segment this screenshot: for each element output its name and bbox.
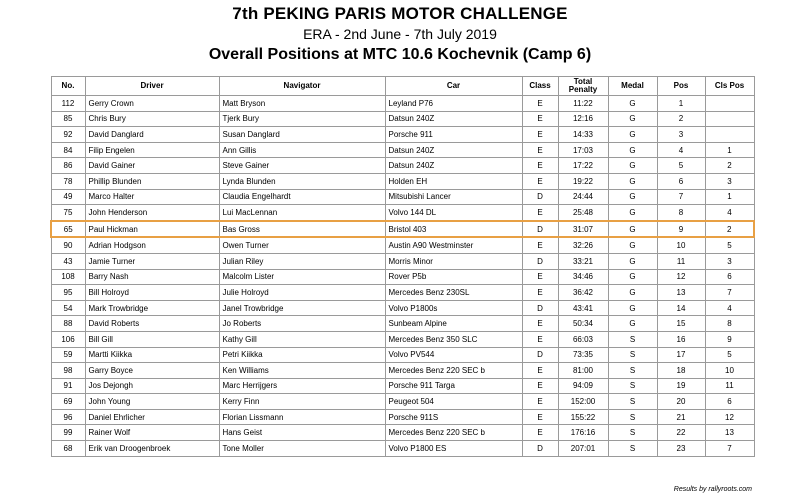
cell-total-penalty: 17:22 (558, 158, 608, 174)
cell-cls-pos: 2 (705, 158, 754, 174)
cell-cls-pos: 13 (705, 425, 754, 441)
cell-class: E (522, 127, 558, 143)
cell-no: 69 (51, 394, 85, 410)
table-row (51, 285, 754, 301)
cell-driver: Chris Bury (85, 111, 219, 127)
cell-medal: S (608, 347, 657, 363)
table-row (51, 237, 754, 253)
cell-cls-pos: 5 (705, 347, 754, 363)
cell-navigator: Marc Herrijgers (219, 378, 385, 394)
cell-cls-pos: 7 (705, 285, 754, 301)
cell-pos: 7 (657, 189, 705, 205)
cell-navigator: Bas Gross (219, 221, 385, 238)
cell-pos: 14 (657, 300, 705, 316)
cell-medal: S (608, 378, 657, 394)
cell-pos: 9 (657, 221, 705, 238)
cell-cls-pos: 6 (705, 269, 754, 285)
cell-class: E (522, 425, 558, 441)
cell-medal: G (608, 316, 657, 332)
cell-medal: S (608, 331, 657, 347)
cell-cls-pos: 9 (705, 331, 754, 347)
cell-total-penalty: 81:00 (558, 363, 608, 379)
cell-cls-pos: 10 (705, 363, 754, 379)
cell-cls-pos: 3 (705, 253, 754, 269)
cell-driver: Daniel Ehrlicher (85, 409, 219, 425)
cell-pos: 20 (657, 394, 705, 410)
column-header-pos: Pos (657, 77, 705, 96)
cell-cls-pos: 4 (705, 300, 754, 316)
cell-medal: G (608, 285, 657, 301)
cell-class: E (522, 158, 558, 174)
cell-navigator: Kerry Finn (219, 394, 385, 410)
cell-pos: 13 (657, 285, 705, 301)
cell-no: 75 (51, 205, 85, 221)
cell-navigator: Lui MacLennan (219, 205, 385, 221)
cell-car: Mercedes Benz 220 SEC b (385, 363, 522, 379)
column-header-class: Class (522, 77, 558, 96)
cell-navigator: Matt Bryson (219, 96, 385, 112)
cell-car: Datsun 240Z (385, 142, 522, 158)
cell-pos: 11 (657, 253, 705, 269)
cell-medal: G (608, 237, 657, 253)
cell-navigator: Julian Riley (219, 253, 385, 269)
cell-no: 91 (51, 378, 85, 394)
cell-driver: Marco Halter (85, 189, 219, 205)
cell-total-penalty: 155:22 (558, 409, 608, 425)
cell-pos: 5 (657, 158, 705, 174)
cell-class: D (522, 441, 558, 457)
table-row (51, 363, 754, 379)
table-row (51, 316, 754, 332)
cell-total-penalty: 207:01 (558, 441, 608, 457)
cell-total-penalty: 33:21 (558, 253, 608, 269)
cell-car: Morris Minor (385, 253, 522, 269)
column-header-total-penalty: Total Penalty (558, 77, 608, 96)
cell-pos: 22 (657, 425, 705, 441)
cell-pos: 6 (657, 173, 705, 189)
cell-class: E (522, 394, 558, 410)
document-subtitle: ERA - 2nd June - 7th July 2019 (303, 26, 497, 42)
cell-total-penalty: 14:33 (558, 127, 608, 143)
cell-navigator: Claudia Engelhardt (219, 189, 385, 205)
cell-no: 43 (51, 253, 85, 269)
table-row (51, 269, 754, 285)
cell-driver: David Roberts (85, 316, 219, 332)
cell-cls-pos: 8 (705, 316, 754, 332)
cell-navigator: Julie Holroyd (219, 285, 385, 301)
cell-no: 92 (51, 127, 85, 143)
cell-total-penalty: 11:22 (558, 96, 608, 112)
cell-medal: S (608, 409, 657, 425)
cell-no: 98 (51, 363, 85, 379)
cell-cls-pos: 6 (705, 394, 754, 410)
cell-medal: G (608, 221, 657, 238)
cell-driver: Rainer Wolf (85, 425, 219, 441)
cell-pos: 12 (657, 269, 705, 285)
cell-car: Mercedes Benz 220 SEC b (385, 425, 522, 441)
cell-total-penalty: 25:48 (558, 205, 608, 221)
cell-class: E (522, 378, 558, 394)
cell-driver: Phillip Blunden (85, 173, 219, 189)
cell-class: E (522, 205, 558, 221)
results-table (50, 76, 755, 457)
cell-class: E (522, 363, 558, 379)
cell-no: 68 (51, 441, 85, 457)
cell-no: 90 (51, 237, 85, 253)
cell-class: E (522, 409, 558, 425)
cell-total-penalty: 36:42 (558, 285, 608, 301)
cell-car: Porsche 911 (385, 127, 522, 143)
cell-pos: 10 (657, 237, 705, 253)
cell-navigator: Malcolm Lister (219, 269, 385, 285)
cell-cls-pos: 4 (705, 205, 754, 221)
cell-cls-pos: 3 (705, 173, 754, 189)
cell-class: E (522, 142, 558, 158)
cell-total-penalty: 24:44 (558, 189, 608, 205)
table-row (51, 378, 754, 394)
cell-driver: Gerry Crown (85, 96, 219, 112)
cell-cls-pos: 1 (705, 142, 754, 158)
cell-pos: 16 (657, 331, 705, 347)
column-header-cls-pos: Cls Pos (705, 77, 754, 96)
table-row (51, 189, 754, 205)
cell-car: Datsun 240Z (385, 111, 522, 127)
cell-total-penalty: 31:07 (558, 221, 608, 238)
cell-driver: Bill Holroyd (85, 285, 219, 301)
cell-medal: S (608, 394, 657, 410)
results-heading: Overall Positions at MTC 10.6 Kochevnik (Camp 6) (208, 46, 592, 63)
cell-total-penalty: 34:46 (558, 269, 608, 285)
cell-cls-pos: 11 (705, 378, 754, 394)
cell-no: 78 (51, 173, 85, 189)
table-row (51, 96, 754, 112)
cell-medal: G (608, 111, 657, 127)
cell-medal: G (608, 158, 657, 174)
column-header-driver: Driver (85, 77, 219, 96)
cell-total-penalty: 19:22 (558, 173, 608, 189)
cell-medal: G (608, 173, 657, 189)
cell-pos: 4 (657, 142, 705, 158)
cell-no: 108 (51, 269, 85, 285)
cell-no: 59 (51, 347, 85, 363)
cell-driver: Mark Trowbridge (85, 300, 219, 316)
cell-no: 86 (51, 158, 85, 174)
cell-driver: Barry Nash (85, 269, 219, 285)
cell-cls-pos (705, 96, 754, 112)
document-title: 7th PEKING PARIS MOTOR CHALLENGE (232, 4, 568, 23)
cell-pos: 23 (657, 441, 705, 457)
cell-car: Rover P5b (385, 269, 522, 285)
cell-driver: Jamie Turner (85, 253, 219, 269)
cell-class: E (522, 96, 558, 112)
cell-no: 96 (51, 409, 85, 425)
table-row (51, 425, 754, 441)
cell-car: Volvo P1800 ES (385, 441, 522, 457)
cell-navigator: Steve Gainer (219, 158, 385, 174)
cell-pos: 3 (657, 127, 705, 143)
footer-credit: Results by rallyroots.com (673, 486, 752, 493)
cell-class: D (522, 253, 558, 269)
cell-total-penalty: 152:00 (558, 394, 608, 410)
cell-car: Bristol 403 (385, 221, 522, 238)
cell-pos: 1 (657, 96, 705, 112)
cell-no: 88 (51, 316, 85, 332)
cell-total-penalty: 176:16 (558, 425, 608, 441)
table-row (51, 142, 754, 158)
table-row (51, 300, 754, 316)
cell-car: Leyland P76 (385, 96, 522, 112)
cell-navigator: Owen Turner (219, 237, 385, 253)
cell-driver: Erik van Droogenbroek (85, 441, 219, 457)
column-header-medal: Medal (608, 77, 657, 96)
cell-cls-pos: 2 (705, 221, 754, 238)
cell-medal: G (608, 269, 657, 285)
cell-class: E (522, 316, 558, 332)
cell-cls-pos (705, 127, 754, 143)
cell-pos: 15 (657, 316, 705, 332)
cell-class: D (522, 347, 558, 363)
cell-car: Sunbeam Alpine (385, 316, 522, 332)
cell-car: Austin A90 Westminster (385, 237, 522, 253)
cell-no: 49 (51, 189, 85, 205)
cell-pos: 21 (657, 409, 705, 425)
cell-medal: G (608, 127, 657, 143)
cell-navigator: Ken Williams (219, 363, 385, 379)
cell-car: Porsche 911S (385, 409, 522, 425)
table-row (51, 441, 754, 457)
cell-total-penalty: 73:35 (558, 347, 608, 363)
cell-medal: S (608, 441, 657, 457)
cell-navigator: Jo Roberts (219, 316, 385, 332)
cell-driver: John Young (85, 394, 219, 410)
cell-no: 65 (51, 221, 85, 238)
cell-cls-pos: 12 (705, 409, 754, 425)
column-header-car: Car (385, 77, 522, 96)
cell-driver: David Danglard (85, 127, 219, 143)
cell-car: Holden EH (385, 173, 522, 189)
cell-car: Porsche 911 Targa (385, 378, 522, 394)
cell-car: Datsun 240Z (385, 158, 522, 174)
cell-total-penalty: 12:16 (558, 111, 608, 127)
cell-no: 85 (51, 111, 85, 127)
cell-driver: Bill Gill (85, 331, 219, 347)
table-row (51, 127, 754, 143)
cell-pos: 8 (657, 205, 705, 221)
cell-total-penalty: 94:09 (558, 378, 608, 394)
table-row (51, 158, 754, 174)
cell-car: Mercedes Benz 350 SLC (385, 331, 522, 347)
cell-navigator: Tone Moller (219, 441, 385, 457)
cell-medal: S (608, 363, 657, 379)
cell-class: D (522, 221, 558, 238)
cell-total-penalty: 43:41 (558, 300, 608, 316)
cell-medal: G (608, 189, 657, 205)
cell-class: E (522, 111, 558, 127)
cell-medal: G (608, 205, 657, 221)
cell-navigator: Petri Kiikka (219, 347, 385, 363)
cell-driver: Filip Engelen (85, 142, 219, 158)
cell-class: E (522, 331, 558, 347)
cell-class: E (522, 285, 558, 301)
cell-driver: Martti Kiikka (85, 347, 219, 363)
cell-no: 54 (51, 300, 85, 316)
table-row (51, 221, 754, 238)
cell-class: D (522, 300, 558, 316)
cell-navigator: Lynda Blunden (219, 173, 385, 189)
cell-medal: S (608, 425, 657, 441)
cell-total-penalty: 66:03 (558, 331, 608, 347)
cell-no: 99 (51, 425, 85, 441)
cell-pos: 19 (657, 378, 705, 394)
cell-navigator: Kathy Gill (219, 331, 385, 347)
cell-no: 95 (51, 285, 85, 301)
cell-class: E (522, 269, 558, 285)
cell-car: Volvo P1800s (385, 300, 522, 316)
cell-driver: Adrian Hodgson (85, 237, 219, 253)
cell-total-penalty: 32:26 (558, 237, 608, 253)
table-row (51, 111, 754, 127)
table-row (51, 331, 754, 347)
cell-navigator: Susan Danglard (219, 127, 385, 143)
cell-medal: G (608, 142, 657, 158)
cell-car: Peugeot 504 (385, 394, 522, 410)
cell-cls-pos (705, 111, 754, 127)
cell-cls-pos: 1 (705, 189, 754, 205)
cell-driver: David Gainer (85, 158, 219, 174)
table-row (51, 394, 754, 410)
cell-navigator: Florian Lissmann (219, 409, 385, 425)
cell-driver: Jos Dejongh (85, 378, 219, 394)
cell-medal: G (608, 300, 657, 316)
cell-car: Mitsubishi Lancer (385, 189, 522, 205)
cell-navigator: Hans Geist (219, 425, 385, 441)
cell-total-penalty: 17:03 (558, 142, 608, 158)
cell-car: Volvo PV544 (385, 347, 522, 363)
cell-pos: 18 (657, 363, 705, 379)
table-row (51, 173, 754, 189)
cell-class: D (522, 189, 558, 205)
table-row (51, 205, 754, 221)
cell-pos: 17 (657, 347, 705, 363)
table-row (51, 253, 754, 269)
cell-driver: Garry Boyce (85, 363, 219, 379)
column-header-no: No. (51, 77, 85, 96)
cell-no: 84 (51, 142, 85, 158)
cell-medal: G (608, 253, 657, 269)
cell-class: E (522, 173, 558, 189)
cell-navigator: Janel Trowbridge (219, 300, 385, 316)
table-row (51, 347, 754, 363)
cell-no: 112 (51, 96, 85, 112)
cell-driver: Paul Hickman (85, 221, 219, 238)
cell-navigator: Ann Gillis (219, 142, 385, 158)
table-row (51, 409, 754, 425)
cell-total-penalty: 50:34 (558, 316, 608, 332)
cell-car: Volvo 144 DL (385, 205, 522, 221)
cell-no: 106 (51, 331, 85, 347)
cell-driver: John Henderson (85, 205, 219, 221)
column-header-navigator: Navigator (219, 77, 385, 96)
cell-navigator: Tjerk Bury (219, 111, 385, 127)
cell-car: Mercedes Benz 230SL (385, 285, 522, 301)
table-header-row (51, 77, 754, 96)
cell-class: E (522, 237, 558, 253)
cell-cls-pos: 7 (705, 441, 754, 457)
cell-medal: G (608, 96, 657, 112)
cell-cls-pos: 5 (705, 237, 754, 253)
cell-pos: 2 (657, 111, 705, 127)
results-body (51, 96, 754, 457)
